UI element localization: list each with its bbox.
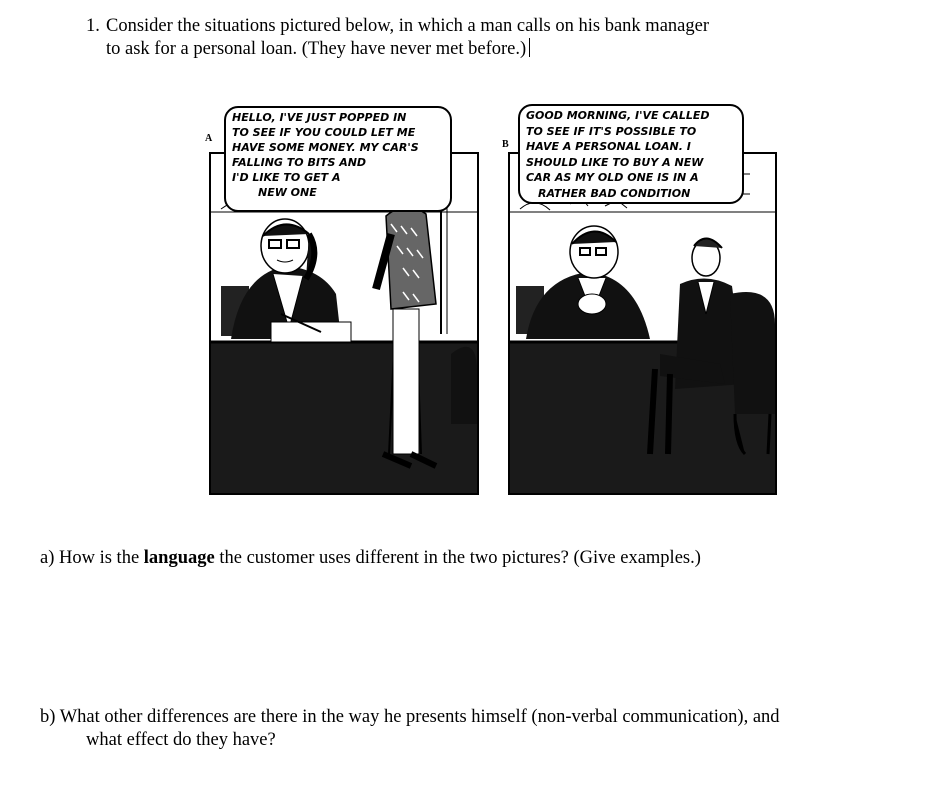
speech-b-line: GOOD MORNING, I'VE CALLED (526, 109, 710, 122)
text-cursor (529, 38, 530, 57)
question-a (40, 547, 701, 570)
panel-a-label: A (205, 133, 213, 144)
question-number: 1. (86, 16, 100, 36)
cartoon-illustration-b (510, 154, 775, 493)
question-b (40, 706, 880, 752)
question-1-line-2 (86, 38, 886, 61)
question-b-line-2: what effect do they have? (86, 730, 276, 750)
speech-b-line: TO SEE IF IT'S POSSIBLE TO (526, 124, 697, 138)
question-a-suffix: the customer uses different in the two pictures? (Give examples.) (214, 548, 701, 568)
question-1-line-1 (86, 15, 886, 38)
question-1 (86, 15, 886, 61)
question-1-text-1: Consider the situations pictured below, in which a man calls on his bank manager (106, 16, 709, 36)
speech-b-line: HAVE A PERSONAL LOAN. I (526, 140, 691, 153)
speech-a-line: TO SEE IF YOU COULD LET ME (232, 126, 416, 139)
question-a-prefix: a) How is the (40, 548, 144, 568)
speech-bubble-a (224, 106, 452, 212)
speech-a-line: NEW ONE (258, 186, 317, 199)
speech-a-line: HELLO, I'VE JUST POPPED IN (232, 111, 407, 124)
panel-b-label: B (502, 139, 509, 150)
question-a-bold: language (143, 548, 215, 568)
speech-a-line: I'D LIKE TO GET A (232, 171, 341, 184)
speech-a-line: HAVE SOME MONEY. MY CAR'S (232, 141, 419, 154)
question-b-line-1: b) What other differences are there in the way he presents himself (non-verbal communication), and (40, 707, 780, 727)
speech-a-line: FALLING TO BITS AND (232, 156, 367, 169)
question-1-text-2: to ask for a personal loan. (They have never met before.) (106, 39, 527, 59)
speech-b-line: SHOULD LIKE TO BUY A NEW (526, 155, 704, 169)
speech-b-line: RATHER BAD CONDITION (538, 186, 691, 200)
speech-bubble-b (518, 104, 744, 204)
speech-b-line: CAR AS MY OLD ONE IS IN A (526, 171, 699, 184)
